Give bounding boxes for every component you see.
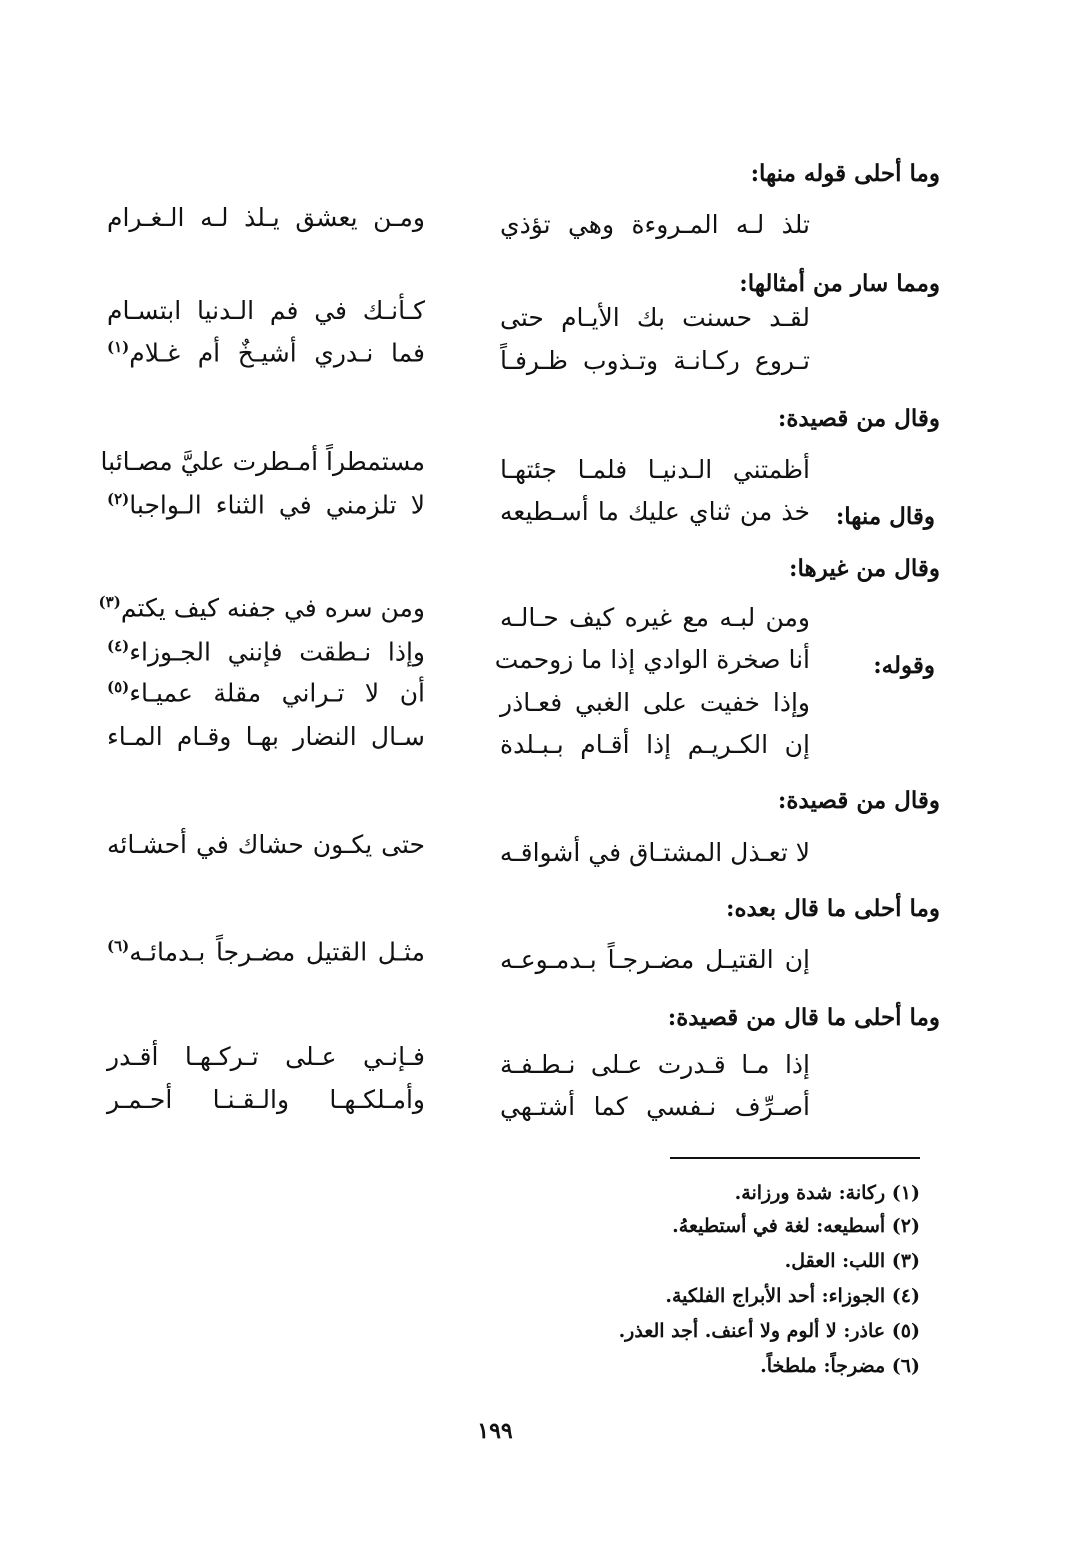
verse-first-hemistich: ومن لبـه مع غيره كيف حـالـه	[500, 603, 810, 632]
verse-second-hemistich	[107, 490, 425, 519]
hemistich-text: كـأنـك في فم الـدنيا ابتسـام	[107, 296, 425, 325]
verse-first-hemistich: إن القتيـل مضـرجـاً بـدمـوعـه	[500, 945, 810, 974]
verse-second-hemistich	[107, 722, 425, 751]
footnote-ref: (٣)	[98, 593, 121, 611]
footnote-text: مضرجاً: ملطخاً.	[760, 1355, 886, 1377]
page-number: ١٩٩	[477, 1418, 513, 1444]
hemistich-text: لا تلزمني في الثناء الـواجبا	[129, 490, 425, 520]
verse-second-hemistich	[107, 338, 425, 367]
section-heading: وما أحلى قوله منها:	[750, 160, 940, 187]
hemistich-text: وأمـلكـهـا والـقـنـا أحـمـر	[107, 1085, 425, 1114]
footnote	[672, 1215, 920, 1237]
footnote-number: (٥)	[891, 1320, 920, 1342]
section-heading: ومما سار من أمثالها:	[739, 270, 940, 297]
footnote-number: (٤)	[891, 1285, 920, 1307]
verse-first-hemistich: أنا صخرة الوادي إذا ما زوحمت	[494, 645, 810, 674]
hemistich-text: مثـل القتيل مضـرجاً بـدمائـه	[129, 937, 425, 967]
footnote-text: الجوزاء: أحد الأبراج الفلكية.	[665, 1285, 886, 1307]
hemistich-text: مستمطراً أمـطرت عليَّ مصـائبا	[100, 447, 425, 476]
footnote	[735, 1182, 920, 1204]
hemistich-text: أن لا تـراني مقلة عميـاء	[129, 678, 425, 708]
footnote-number: (٣)	[891, 1250, 920, 1272]
hemistich-text: وإذا نـطقت فإنني الجـوزاء	[129, 637, 425, 667]
footnote	[619, 1320, 920, 1342]
hemistich-text: حتى يكـون حشاك في أحشـائه	[107, 830, 425, 859]
footnote-ref: (٦)	[107, 937, 130, 955]
verse-second-hemistich	[107, 937, 425, 966]
footnote-text: ركانة: شدة ورزانة.	[734, 1182, 886, 1204]
verse-second-hemistich	[107, 1042, 425, 1071]
section-heading: وقال منها:	[835, 503, 935, 530]
verse-second-hemistich	[100, 447, 425, 476]
verse-first-hemistich: أظمتني الـدنيـا فلمـا جئتهـا	[500, 455, 810, 484]
section-heading: وقال من غيرها:	[789, 555, 940, 582]
hemistich-text: ومن سره في جفنه كيف يكتم	[120, 593, 425, 623]
hemistich-text: سـال النضار بهـا وقـام المـاء	[107, 722, 425, 751]
footnote	[760, 1355, 920, 1377]
footnote-divider	[670, 1157, 920, 1159]
section-heading: وما أحلى ما قال من قصيدة:	[667, 1004, 940, 1031]
section-heading: وقوله:	[873, 652, 935, 679]
verse-first-hemistich: تـروع ركـانـة وتـذوب ظـرفـاً	[500, 346, 810, 375]
footnote-ref: (٤)	[107, 637, 130, 655]
verse-first-hemistich: لقـد حسنت بك الأيـام حتى	[500, 303, 810, 332]
verse-second-hemistich	[107, 830, 425, 859]
footnote-number: (٢)	[891, 1215, 920, 1237]
footnote-text: اللب: العقل.	[784, 1250, 886, 1272]
verse-second-hemistich	[98, 593, 425, 623]
verse-first-hemistich: إذا مـا قـدرت عـلى نـطـفـة	[500, 1050, 810, 1079]
hemistich-text: فما نـدري أشيـخٌ أم غـلام	[129, 338, 425, 368]
hemistich-text: فـإنـي عـلى تـركـهـا أقـدر	[107, 1042, 425, 1071]
verse-first-hemistich: خذ من ثناي عليك ما أسـطيعه	[500, 497, 810, 526]
footnote	[785, 1250, 920, 1272]
hemistich-text: ومـن يعشق يـلذ لـه الـغـرام	[107, 203, 425, 232]
footnote-text: عاذر: لا ألوم ولا أعنف. أجد العذر.	[618, 1320, 886, 1342]
section-heading: وما أحلى ما قال بعده:	[725, 895, 940, 922]
verse-second-hemistich	[107, 296, 425, 325]
verse-second-hemistich	[107, 203, 425, 232]
section-heading: وقال من قصيدة:	[777, 787, 940, 814]
verse-second-hemistich	[107, 678, 425, 707]
footnote	[665, 1285, 920, 1307]
verse-first-hemistich: تلذ لـه المـروءة وهي تؤذي	[500, 210, 810, 239]
verse-second-hemistich	[107, 637, 425, 666]
verse-first-hemistich: لا تعـذل المشتـاق في أشواقـه	[499, 838, 810, 867]
footnote-number: (٦)	[891, 1355, 920, 1377]
verse-first-hemistich: وإذا خفيت على الغبي فعـاذر	[500, 688, 810, 717]
verse-second-hemistich	[107, 1085, 425, 1114]
footnote-ref: (٢)	[107, 490, 130, 508]
section-heading: وقال من قصيدة:	[777, 405, 940, 432]
footnote-text: أسطيعه: لغة في أستطيعهُ.	[672, 1215, 886, 1237]
footnote-ref: (٥)	[107, 678, 130, 696]
footnote-ref: (١)	[107, 338, 130, 356]
verse-first-hemistich: أصـرِّف نـفسي كما أشتـهي	[500, 1092, 810, 1121]
verse-first-hemistich: إن الكـريـم إذا أقـام بـبـلدة	[500, 730, 810, 759]
footnote-number: (١)	[891, 1182, 920, 1204]
